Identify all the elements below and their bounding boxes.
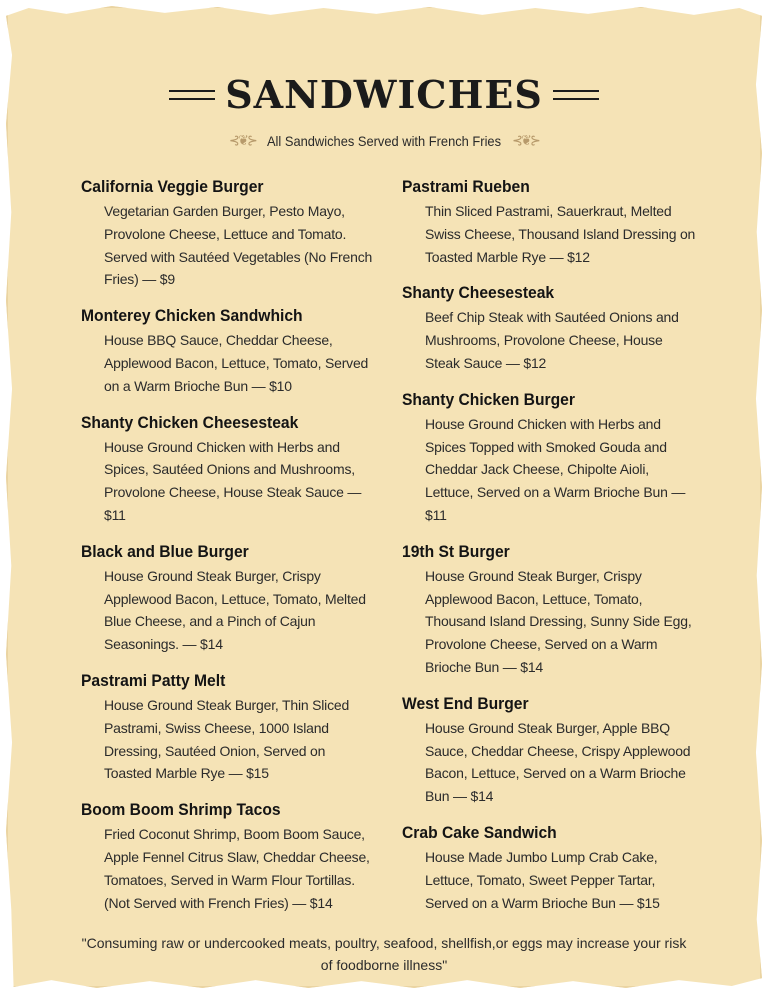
item-description: Fried Coconut Shrimp, Boom Boom Sauce, Apple Fennel Citrus Slaw, Cheddar Cheese, Tomatoes, Served in Warm Flour Tortillas. (Not Served with French Fries) — $14 — [104, 826, 370, 911]
right-title-rule — [553, 90, 599, 100]
menu-item — [402, 820, 702, 914]
item-description: House Ground Chicken with Herbs and Spices, Sautéed Onions and Mushrooms, Provolone Cheese, House Steak Sauce — $11 — [104, 438, 362, 523]
item-name: Pastrami Patty Melt — [81, 670, 226, 690]
disclaimer: "Consuming raw or undercooked meats, poultry, seafood, shellfish,or eggs may increase your risk of foodborne illness" — [81, 935, 687, 973]
left-column — [81, 174, 381, 926]
menu-item — [402, 174, 702, 268]
item-description: House Ground Steak Burger, Crispy Applewood Bacon, Lettuce, Tomato, Thousand Island Dressing, Sunny Side Egg, Provolone Cheese, Served on a Warm Brioche Bun — $14 — [425, 567, 692, 675]
menu-item — [402, 691, 702, 808]
item-name: Shanty Cheesesteak — [402, 283, 555, 303]
menu-item — [81, 303, 381, 397]
item-name: Shanty Chicken Cheesesteak — [81, 412, 299, 432]
menu-item — [402, 387, 702, 527]
menu-item — [81, 174, 381, 291]
item-name: West End Burger — [402, 693, 529, 713]
menu-item — [81, 797, 381, 914]
menu-item — [81, 668, 381, 785]
subtitle-row — [31, 132, 738, 149]
item-description: House Ground Steak Burger, Apple BBQ Sauce, Cheddar Cheese, Crispy Applewood Bacon, Lettuce, Served on a Warm Brioche Bun — $14 — [425, 719, 691, 805]
menu-item — [402, 280, 702, 374]
menu-item — [402, 539, 702, 679]
item-description: House BBQ Sauce, Cheddar Cheese, Applewood Bacon, Lettuce, Tomato, Served on a Warm Brioche Bun — $10 — [104, 332, 369, 394]
item-name: Crab Cake Sandwich — [402, 822, 557, 842]
item-name: Black and Blue Burger — [81, 541, 249, 561]
item-name: Monterey Chicken Sandwhich — [81, 306, 303, 326]
left-title-rule — [169, 90, 215, 100]
menu-header — [0, 72, 768, 149]
flourish-icon: ⊰❦⊱ — [512, 132, 539, 148]
item-name: Pastrami Rueben — [402, 177, 530, 196]
item-description: Vegetarian Garden Burger, Pesto Mayo, Provolone Cheese, Lettuce and Tomato. Served with Sautéed Vegetables (No French Fries) — $9 — [104, 203, 373, 288]
menu-item — [81, 539, 381, 656]
item-name: Shanty Chicken Burger — [402, 389, 575, 409]
flourish-icon: ⊰❦⊱ — [229, 132, 256, 148]
item-description: House Ground Chicken with Herbs and Spices Topped with Smoked Gouda and Cheddar Jack Cheese, Chipolte Aioli, Lettuce, Served on a Warm Brioche Bun — $11 — [425, 415, 686, 523]
item-description: House Ground Steak Burger, Thin Sliced Pastrami, Swiss Cheese, 1000 Island Dressing, Sautéed Onion, Served on Toasted Marble Rye — $15 — [104, 696, 350, 782]
subtitle: All Sandwiches Served with French Fries — [266, 132, 502, 149]
item-name: 19th St Burger — [402, 541, 510, 561]
page-title: SANDWICHES — [225, 72, 543, 117]
item-description: Thin Sliced Pastrami, Sauerkraut, Melted Swiss Cheese, Thousand Island Dressing on Toasted Marble Rye — $12 — [425, 203, 696, 265]
menu-item — [81, 410, 381, 527]
item-description: House Made Jumbo Lump Crab Cake, Lettuce, Tomato, Sweet Pepper Tartar, Served on a Warm Brioche Bun — $15 — [425, 848, 660, 911]
item-name: California Veggie Burger — [81, 177, 264, 196]
title-row — [0, 72, 768, 118]
item-name: Boom Boom Shrimp Tacos — [81, 800, 281, 820]
right-column — [402, 174, 702, 926]
item-description: House Ground Steak Burger, Crispy Applewood Bacon, Lettuce, Tomato, Melted Blue Cheese, and a Pinch of Cajun Seasonings. — $14 — [104, 567, 366, 653]
item-description: Beef Chip Steak with Sautéed Onions and Mushrooms, Provolone Cheese, House Steak Sauce — $12 — [425, 309, 679, 371]
